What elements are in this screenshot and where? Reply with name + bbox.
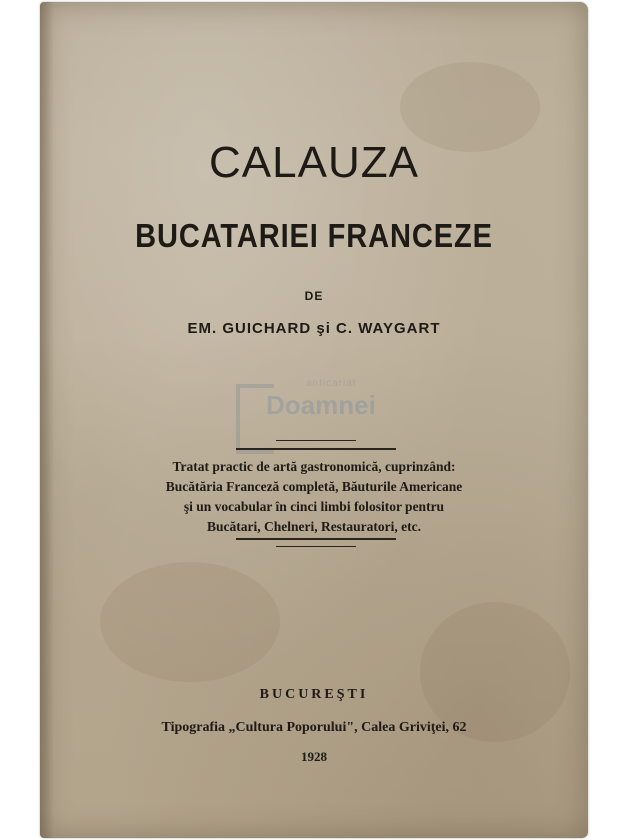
description-line: Tratat practic de artă gastronomică, cuprinzând: xyxy=(172,459,456,474)
printer-line: Tipografia „Cultura Poporului", Calea Griviţei, 62 xyxy=(161,720,467,735)
description-block xyxy=(40,457,588,537)
description-line: şi un vocabular în cinci limbi folositor pentru xyxy=(183,499,445,514)
by-label: DE xyxy=(304,289,324,303)
year: 1928 xyxy=(301,749,327,764)
authors: EM. GUICHARD şi C. WAYGART xyxy=(187,320,441,337)
spine-shadow xyxy=(40,2,54,838)
city: BUCUREŞTI xyxy=(259,687,369,702)
watermark-logo xyxy=(236,376,406,456)
description-line: Bucătăria Franceză completă, Băuturile Americane xyxy=(165,479,463,494)
divider-bottom-long xyxy=(236,538,396,540)
divider-top-long xyxy=(236,448,396,450)
divider-top-short xyxy=(276,440,356,441)
divider-bottom-short xyxy=(276,546,356,547)
title-line-1: CALAUZA xyxy=(209,138,419,187)
book-cover xyxy=(40,2,588,838)
title-line-2: BUCATARIEI FRANCEZE xyxy=(135,217,493,254)
paper-stain xyxy=(100,562,280,682)
watermark-small-text: anticariat xyxy=(306,378,357,389)
description-line: Bucătari, Chelneri, Restauratori, etc. xyxy=(206,519,422,534)
watermark-large-text: Doamnei xyxy=(266,390,376,420)
